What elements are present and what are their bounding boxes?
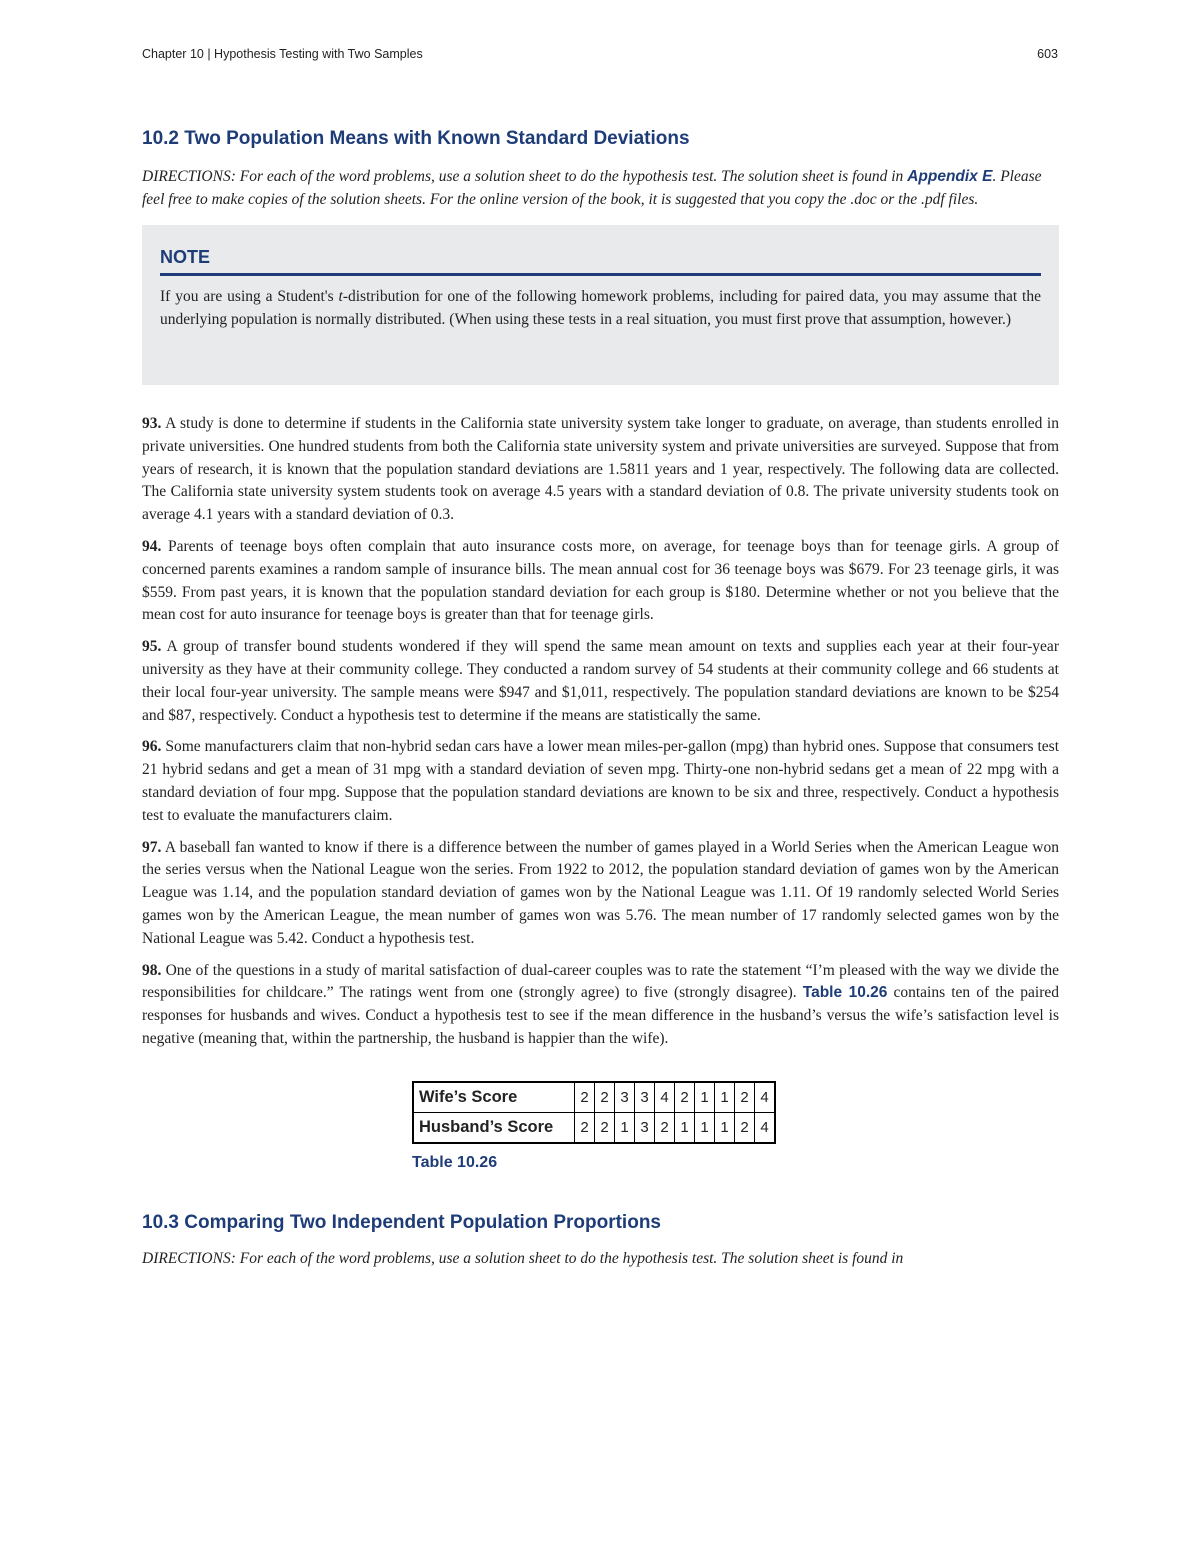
note-title: NOTE xyxy=(160,247,1041,276)
table-cell: 2 xyxy=(675,1082,695,1113)
table-cell: 2 xyxy=(575,1082,595,1113)
table-row xyxy=(413,1112,775,1143)
table-cell: 4 xyxy=(755,1082,776,1113)
page-number: 603 xyxy=(1037,47,1058,61)
table-cell: 2 xyxy=(595,1112,615,1143)
table-cell: 1 xyxy=(615,1112,635,1143)
section-title-10-3: 10.3 Comparing Two Independent Population Proportions xyxy=(142,1211,661,1233)
table-cell: 1 xyxy=(715,1112,735,1143)
table-row xyxy=(413,1082,775,1113)
row-header-wife: Wife’s Score xyxy=(413,1082,575,1113)
section-directions xyxy=(142,166,1059,211)
table-cell: 2 xyxy=(735,1082,755,1113)
problem-96 xyxy=(142,736,1059,827)
table-cell: 4 xyxy=(755,1112,776,1143)
problem-number: 96. xyxy=(142,738,162,756)
problem-number: 93. xyxy=(142,415,162,432)
problem-94 xyxy=(142,536,1059,627)
problem-text: A baseball fan wanted to know if there is a difference between the number of games played in a World Series when the American League won the series versus when the National League won the series. From 1922 to 2012, the population standard deviation of games won by the American League was 1.14, and the population standard deviation of games won by the National League was 1.11. Of 19 randomly selected World Series games won by the American League, the mean number of games won was 5.76. The mean number of 17 randomly selected games won by the National League was 5.42. Conduct a hypothesis test. xyxy=(142,838,1059,947)
problem-98 xyxy=(142,960,1059,1051)
page-content xyxy=(142,128,1059,1270)
note-text-continued: -distribution for one of the following homework problems, including for paired data, you may assume that the underlying population is normally distributed. (When using these tests in a real situation, you must first prove that assumption, however.) xyxy=(160,288,1041,328)
table-caption: Table 10.26 xyxy=(412,1153,498,1171)
problem-97 xyxy=(142,837,1059,951)
scores-table xyxy=(412,1081,776,1144)
problem-number: 95. xyxy=(142,638,162,656)
problem-text-continued: contains ten of the paired responses for husbands and wives. Conduct a hypothesis test to see if the mean difference in the husband’s versus the wife’s satisfaction level is negative (meaning that, within the partnership, the husband is happier than the wife). xyxy=(142,984,1059,1047)
table-cell: 2 xyxy=(595,1082,615,1113)
table-cell: 2 xyxy=(655,1112,675,1143)
note-box xyxy=(142,225,1059,385)
problem-list xyxy=(142,413,1059,1051)
note-t-italic: t xyxy=(338,288,343,305)
problem-text: Parents of teenage boys often complain that auto insurance costs more, on average, for teenage boys than for teenage girls. A group of concerned parents examines a random sample of insurance bills. The mean annual cost for 36 teenage boys was $679. For 23 teenage girls, it was $559. From past years, it is known that the population standard deviation for each group is $180. Determine whether or not you believe that the mean cost for auto insurance for teenage boys is greater than that for teenage girls. xyxy=(142,537,1059,624)
problem-number: 98. xyxy=(142,961,162,979)
table-cell: 3 xyxy=(635,1112,655,1143)
table-cell: 1 xyxy=(675,1112,695,1143)
page-header xyxy=(142,47,1058,61)
problem-text: Some manufacturers claim that non-hybrid sedan cars have a lower mean miles-per-gallon (mpg) than hybrid ones. Suppose that consumers test 21 hybrid sedans and get a mean of 31 mpg with a standard deviation of seven mpg. Thirty-one non-hybrid sedans get a mean of 22 mpg with a standard deviation of four mpg. Suppose that the population standard deviations are known to be six and three, respectively. Conduct a hypothesis test to evaluate the manufacturers claim. xyxy=(142,738,1059,824)
note-body xyxy=(160,286,1041,331)
problem-text: A study is done to determine if students in the California state university system take longer to graduate, on average, than students enrolled in private universities. One hundred students from both the California state university system and private universities are surveyed. Suppose that from years of research, it is known that the population standard deviations are 1.5811 years and 1 year, respectively. The following data are collected. The California state university system students took on average 4.5 years with a standard deviation of 0.8. The private university students took on average 4.1 years with a standard deviation of 0.3. xyxy=(142,415,1059,524)
table-cell: 2 xyxy=(575,1112,595,1143)
chapter-title: Chapter 10 | Hypothesis Testing with Two Samples xyxy=(142,47,423,61)
problem-95 xyxy=(142,636,1059,727)
table-cell: 3 xyxy=(635,1082,655,1113)
table-cell: 2 xyxy=(735,1112,755,1143)
table-cell: 1 xyxy=(715,1082,735,1113)
table-cell: 1 xyxy=(695,1082,715,1113)
note-text: If you are using a Student's xyxy=(160,288,339,305)
table-cell: 1 xyxy=(695,1112,715,1143)
table-10-26-link[interactable]: Table 10.26 xyxy=(802,984,888,1002)
problem-text: One of the questions in a study of marital satisfaction of dual-career couples was to rate the statement “I’m pleased with the way we divide the responsibilities for childcare.” The ratings went from one (strongly agree) to five (strongly disagree). xyxy=(142,961,1060,1002)
directions-text: DIRECTIONS: For each of the word problems, use a solution sheet to do the hypothesis test. The solution sheet is found in xyxy=(142,168,908,185)
problem-number: 94. xyxy=(142,537,162,555)
problem-number: 97. xyxy=(142,838,162,856)
row-header-husband: Husband’s Score xyxy=(413,1112,575,1143)
problem-93 xyxy=(142,413,1059,527)
directions-text-continued: . Please feel free to make copies of the solution sheets. For the online version of the book, it is suggested that you copy the .doc or the .pdf files. xyxy=(142,168,1042,208)
table-cell: 4 xyxy=(655,1082,675,1113)
appendix-e-link[interactable]: Appendix E xyxy=(907,168,993,185)
problem-text: A group of transfer bound students wondered if they will spend the same mean amount on texts and supplies each year at their four-year university as they have at their community college. They conducted a random survey of 54 students at their community college and 66 students at their local four-year university. The sample means were $947 and $1,011, respectively. The population standard deviations are known to be $254 and $87, respectively. Conduct a hypothesis test to determine if the means are statistically the same. xyxy=(142,638,1059,724)
section-directions-2: DIRECTIONS: For each of the word problems, use a solution sheet to do the hypothesis test. The solution sheet is found in xyxy=(142,1249,904,1267)
table-cell: 3 xyxy=(615,1082,635,1113)
section-title-10-2: 10.2 Two Population Means with Known Standard Deviations xyxy=(142,128,690,149)
table-container xyxy=(412,1081,1059,1172)
